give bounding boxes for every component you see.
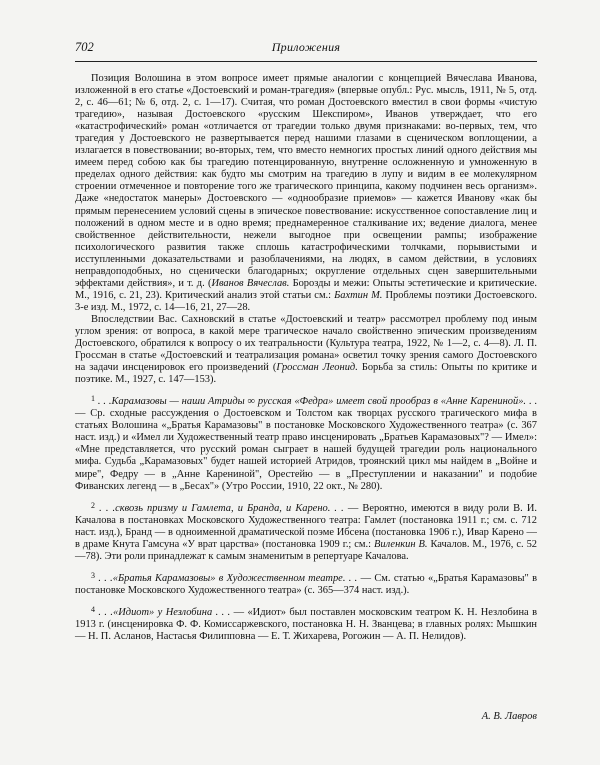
- footnote-number: 2: [91, 500, 95, 510]
- footnote-lemma: . . .«Идиот» у Незлобина . . .: [98, 606, 231, 618]
- footnote-number: 1: [91, 394, 95, 404]
- footnote-number: 4: [91, 604, 95, 614]
- paragraph-sakhnovsky: Впоследствии Вас. Сахновский в статье «Достоевский и театр» рассмотрел проблему под иным углом зрения: от вопроса, в какой мере трагическое начало свойственно эпическим произведениям Достоевского, обратился к вопросу о их театральности (Культура театра, 1922, № 1—2, с. 4—8). Л. П. Гроссман в статье «Достоевский и театрализация романа» осветил точку зрения самого Достоевского на задачи инсценировок его произведений (Гроссман Леонид. Борьба за стиль: Опыты по критике и поэтике. М., 1927, с. 147—153).: [75, 313, 537, 386]
- footnote-lemma: . . .сквозь призму и Гамлета, и Бранда, и Карено. . .: [99, 502, 344, 514]
- footnote-lemma: . . .«Братья Карамазовы» в Художественном театре. . .: [98, 572, 358, 584]
- footnote-number: 3: [91, 570, 95, 580]
- footnote-2: $^2$ . . .сквозь призму и Гамлета, и Бранда, и Карено. . . — Вероятно, имеются в виду роли В. И. Качалова в постановках Московского Художественного театра: Гамлет (постановка 1911 г.; см. с. 712 наст. изд.), Бранд — в одноименной драматической поэме Ибсена (постановка 1906 г.), Ивар Карено — в драме Кнута Гамсуна «У врат царства» (постановка 1909 г.; см.: Виленкин В. Качалов. М., 1976, с. 52—78). Эти роли принадлежат к самым знаменитым в репертуаре Качалова.: [75, 500, 538, 562]
- footnote-4: $^4$ . . .«Идиот» у Незлобина . . . — «Идиот» был поставлен московским театром К. Н. Незлобина в 1913 г. (инсценировка Ф. Ф. Комиссаржевского, постановка Н. Н. Званцева; в главных ролях: Мышкин — Н. П. Асланов, Настасья Филипповна — Е. Т. Жихарева, Рогожин — А. П. Нелидов).: [75, 604, 537, 643]
- footnote-3: $^3$ . . .«Братья Карамазовы» в Художественном театре. . . — См. статью «„Братья Карамазовы" в постановке Московского Художественного театра» (с. 365—374 наст. изд.).: [75, 570, 537, 596]
- footnote-lemma: . . .Карамазовы — наши Атриды ∞ русская «Федра» имеет свой прообраз в «Анне Карениной».: [97, 396, 527, 408]
- body-text: [75, 73, 537, 643]
- footnote-1: $^1$ . . .Карамазовы — наши Атриды ∞ русская «Федра» имеет свой прообраз в «Анне Карениной». . . — Ср. сходные рассуждения о Достоевском и Толстом как творцах русского трагического мифа в статьях Волошина «„Братья Карамазовы" в постановке Московского Художественного театра» (с. 367 наст. изд.) и «Имел ли Художественный театр право инсценировать „Братьев Карамазовых"? — Имел»: «Мне представляется, что русский роман сыграет в нашей будущей трагедии роль национального мифа. Судьба „Карамазовых" будет нашей историей Атридов, троянский цикл мы найдем в „Войне и мире", Федру — в „Анне Карениной", Орестейю — в „Преступлении и наказании" и подобие Фиванских легенд — в „Бесах"» (Утро России, 1910, 22 окт., № 280).: [75, 394, 538, 492]
- author-name: Виленкин В.: [374, 538, 428, 550]
- page-header: [75, 40, 537, 58]
- author-name: Гроссман Леонид.: [276, 362, 358, 374]
- page-number: 702: [75, 40, 94, 54]
- running-title: Приложения: [271, 40, 341, 54]
- author-name: Бахтин М.: [334, 289, 383, 301]
- header-rule: [75, 61, 537, 62]
- author-name: Иванов Вячеслав.: [211, 277, 290, 289]
- author-signature: А. В. Лавров: [481, 711, 537, 722]
- paragraph-volosin-ivanov: Позиция Волошина в этом вопросе имеет прямые аналогии с концепцией Вячеслава Иванова, изложенной в его статье «Достоевский и роман-трагедия» (впервые опубл.: Рус. мысль, 1911, № 5, отд. 2, с. 46—61; № 6, отд. 2, с. 1—17). Считая, что роман Достоевского вместил в свои формы «чистую трагедию», называя Достоевского «русским Шекспиром», Иванов утверждает, что его «катастрофический» роман «отличается от трагедии только двумя признаками: во-первых, тем, что трагедия у Достоевского не развертывается перед нашими глазами в сценическом воплощении, а излагается в повествовании; во-вторых, тем, что вместо немногих простых линий одного действия мы имеем перед собою как бы трагедию потенцированную, внутренне осложненную и умноженную в пределах одного действия: как будто мы смотрим на трагедию в лупу и видим в ее молекулярном строении отмеченное и повторение того же трагического принципа, какому подчинен весь организм». Даже «недостаток манеры» Достоевского — «однообразие приемов» — кажется Иванову «как бы прямым перенесением условий сцены в эпическое повествование: искусственное сопоставление лиц и положений в одном месте и в одно время; преднамеренное сталкивание их; ведение диалога, менее свойственное действительности, нежели выгодное при освещении рампы; изображение психологического развития также сплошь катастрофическими толчками, порывистыми и исступленными доказательствами и разоблачениями, на людях, в самом действии, в условиях неправдоподобных, но сценически благодарных; округление отдельных сцен завершительными эффектами действия», и т. д. (Иванов Вячеслав. Борозды и межи: Опыты эстетические и критические. М., 1916, с. 21, 23). Критический анализ этой статьи см.: Бахтин М. Проблемы поэтики Достоевского. 3-е изд. М., 1972, с. 14—16, 21, 27—28.: [75, 73, 537, 313]
